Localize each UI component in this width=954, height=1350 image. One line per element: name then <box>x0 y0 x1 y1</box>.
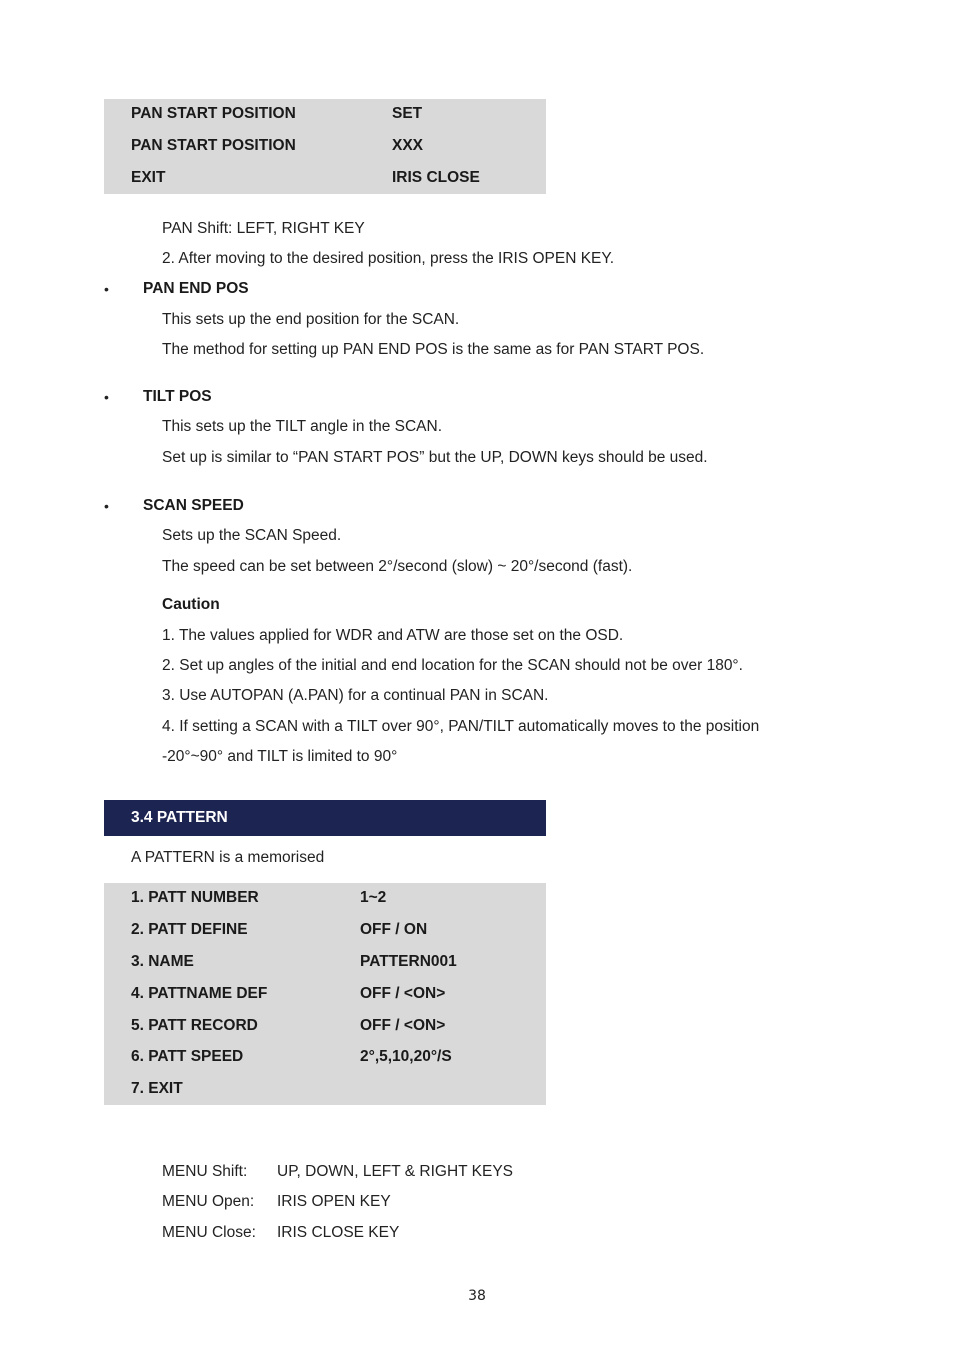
menu-open-label: MENU Open: <box>162 1193 255 1210</box>
table-row <box>104 163 546 195</box>
caution-item: 2. Set up angles of the initial and end location for the SCAN should not be over 180°. <box>162 657 743 674</box>
row-value: OFF / <ON> <box>360 1017 446 1034</box>
tilt-pos-line: Set up is similar to “PAN START POS” but the UP, DOWN keys should be used. <box>162 449 708 466</box>
caution-item: -20°~90° and TILT is limited to 90° <box>162 748 398 765</box>
row-value: 2°,5,10,20°/S <box>360 1048 452 1065</box>
tilt-pos-heading: TILT POS <box>143 388 212 405</box>
scan-speed-line: Sets up the SCAN Speed. <box>162 527 342 544</box>
menu-close-label: MENU Close: <box>162 1224 256 1241</box>
caution-item: 4. If setting a SCAN with a TILT over 90°, PAN/TILT automatically moves to the position <box>162 718 760 735</box>
bullet-icon: • <box>104 498 109 514</box>
table-row <box>104 979 546 1011</box>
pan-end-pos-line: The method for setting up PAN END POS is the same as for PAN START POS. <box>162 341 705 358</box>
section-header <box>104 800 546 836</box>
table-row <box>104 1042 546 1074</box>
menu-shift-value: UP, DOWN, LEFT & RIGHT KEYS <box>277 1163 513 1180</box>
row-value: XXX <box>392 137 424 154</box>
table-row <box>104 1074 546 1106</box>
row-label: 5. PATT RECORD <box>131 1017 258 1034</box>
bullet-icon: • <box>104 389 109 405</box>
pan-start-table <box>104 99 546 194</box>
row-value: PATTERN001 <box>360 953 457 970</box>
row-label: PAN START POSITION <box>131 105 296 122</box>
row-label: 2. PATT DEFINE <box>131 921 248 938</box>
menu-open-value: IRIS OPEN KEY <box>277 1193 391 1210</box>
section-title: 3.4 PATTERN <box>131 809 228 826</box>
page-number: 38 <box>468 1288 486 1304</box>
pan-end-pos-heading: PAN END POS <box>143 280 249 297</box>
row-label: PAN START POSITION <box>131 137 296 154</box>
table-row <box>104 883 546 915</box>
section-intro: A PATTERN is a memorised <box>131 849 325 866</box>
pan-end-pos-line: This sets up the end position for the SCAN. <box>162 311 460 328</box>
step-2-line: 2. After moving to the desired position, press the IRIS OPEN KEY. <box>162 250 615 267</box>
menu-shift-label: MENU Shift: <box>162 1163 248 1180</box>
table-row <box>104 99 546 131</box>
row-value: OFF / ON <box>360 921 428 938</box>
row-label: 1. PATT NUMBER <box>131 889 259 906</box>
caution-item: 3. Use AUTOPAN (A.PAN) for a continual PAN in SCAN. <box>162 687 549 704</box>
row-value: 1~2 <box>360 889 387 906</box>
bullet-icon: • <box>104 281 109 297</box>
table-row <box>104 915 546 947</box>
pattern-table <box>104 883 546 1105</box>
tilt-pos-line: This sets up the TILT angle in the SCAN. <box>162 418 443 435</box>
scan-speed-heading: SCAN SPEED <box>143 497 244 514</box>
table-row <box>104 131 546 163</box>
menu-close-value: IRIS CLOSE KEY <box>277 1224 400 1241</box>
row-value: OFF / <ON> <box>360 985 446 1002</box>
row-label: 4. PATTNAME DEF <box>131 985 268 1002</box>
caution-item: 1. The values applied for WDR and ATW are those set on the OSD. <box>162 627 624 644</box>
row-label: 7. EXIT <box>131 1080 183 1097</box>
row-label: 3. NAME <box>131 953 194 970</box>
scan-speed-line: The speed can be set between 2°/second (slow) ~ 20°/second (fast). <box>162 558 633 575</box>
row-value: SET <box>392 105 423 122</box>
pan-shift-line: PAN Shift: LEFT, RIGHT KEY <box>162 220 365 237</box>
table-row <box>104 947 546 979</box>
row-label: 6. PATT SPEED <box>131 1048 244 1065</box>
row-label: EXIT <box>131 169 166 186</box>
caution-heading: Caution <box>162 596 220 613</box>
row-value: IRIS CLOSE <box>392 169 480 186</box>
table-row <box>104 1011 546 1043</box>
